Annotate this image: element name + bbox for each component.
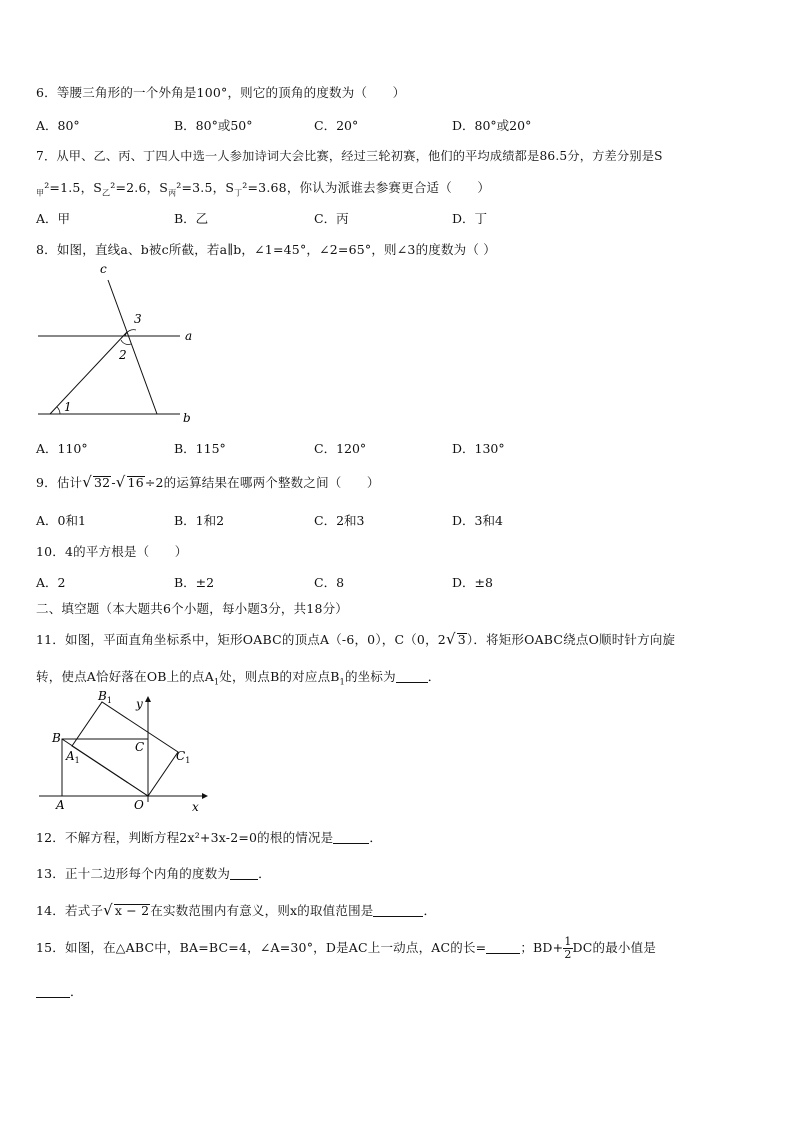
q7-sub-jia: 甲 [36,188,45,198]
label-y: y [136,697,143,711]
q7-option-c: C．丙 [314,211,349,226]
q15-end: ． [70,984,83,999]
q14-post: 在实数范围内有意义，则x的取值范围是 [150,903,374,918]
q13-pre: 13．正十二边形每个内角的度数为 [36,866,231,881]
q6-option-a: A．80° [36,118,80,133]
q14-radicand: x − 2 [114,903,150,918]
q7-sub-yi: 乙 [102,188,111,198]
question-7-line2 [36,178,490,199]
q7-text-f: ²=3.5，S [176,180,235,195]
fraction-denominator: 2 [564,948,572,961]
q11-sub-b1: 1 [339,677,345,687]
q12-pre: 12．不解方程，判断方程2x²+3x-2=0的根的情况是 [36,830,334,845]
q11-line2-mid: 处，则点B的对应点B [219,669,340,684]
answer-blank[interactable] [230,867,258,880]
question-6-stem: 6．等腰三角形的一个外角是100°，则它的顶角的度数为（ ） [36,85,406,100]
q11-sub-a1: 1 [214,677,220,687]
answer-blank[interactable] [396,670,428,683]
y-axis-arrow-icon [145,696,151,702]
sqrt-icon: √ [445,630,456,648]
x-axis-arrow-icon [202,793,208,799]
question-13-stem [36,864,271,882]
label-c: C [135,740,145,754]
q10-option-a: A．2 [36,575,66,590]
q9-radicand-2: 16 [127,475,144,490]
q10-option-b: B．±2 [174,575,215,590]
q8-option-d: D．130° [452,441,505,456]
q6-option-b: B．80°或50° [174,118,253,133]
answer-blank[interactable] [373,904,423,917]
q11-line2-end: ． [427,669,441,684]
q7-option-b: B．乙 [174,211,209,226]
label-a1: $A_1$ [66,749,80,765]
question-14-stem [36,901,436,919]
q10-option-d: D．±8 [452,575,493,590]
q7-sub-bing: 丙 [168,188,177,198]
q12-post: ． [369,830,383,845]
fraction-numerator: 1 [564,935,572,948]
question-10-stem: 10．4的平方根是（ ） [36,544,188,559]
q11-line2-pre: 转，使点A恰好落在OB上的点A [36,669,214,684]
label-3: 3 [134,312,142,326]
sqrt-icon: √ [82,473,93,491]
q10-option-c: C．8 [314,575,345,590]
q6-option-d: D．80°或20° [452,118,532,133]
answer-blank[interactable] [333,831,369,844]
sqrt-icon: √ [103,901,113,919]
q7-text-d: ²=2.6，S [110,180,169,195]
q9-option-c: C．2和3 [314,513,365,528]
q11-radicand: 3 [457,632,466,647]
label-x: x [192,800,199,814]
q9-post: ÷2的运算结果在哪两个整数之间（ ） [144,475,380,490]
label-a: A [56,798,65,812]
fraction-one-half [563,936,572,961]
question-7-line1: 7．从甲、乙、丙、丁四人中选一人参加诗词大会比赛，经过三轮初赛，他们的平均成绩都是86.5分，方差分别是S [36,149,663,163]
line-c [108,280,157,414]
sqrt-icon: √ [115,473,126,491]
q8-option-a: A．110° [36,441,88,456]
q14-pre: 14．若式子 [36,903,104,918]
q8-option-b: B．115° [174,441,226,456]
question-15-stem [36,935,656,961]
label-b: b [183,411,191,425]
coordinate-rotation-figure [34,684,214,814]
angle-2-arc [121,340,131,345]
transversal-segment [50,332,127,414]
q6-option-c: C．20° [314,118,359,133]
q7-sub-ding: 丁 [234,188,243,198]
answer-blank[interactable] [36,985,70,998]
q11-line1-post: ）．将矩形OABC绕点O顺时针方向旋 [466,632,676,647]
question-11-line1 [36,630,675,648]
q15-pre: 15．如图，在△ABC中，BA=BC=4，∠A=30°，D是AC上一动点，AC的长= [36,940,487,955]
q11-line1-pre: 11．如图，平面直角坐标系中，矩形OABC的顶点A（-6，0），C（0，2 [36,632,446,647]
q7-option-d: D．丁 [452,211,488,226]
q7-text-b: ²=1.5，S [44,180,103,195]
q9-option-a: A．0和1 [36,513,86,528]
rotated-rectangle [72,702,178,796]
q7-option-a: A．甲 [36,211,71,226]
q15-mid: ；BD+ [520,940,564,955]
label-2: 2 [119,348,127,362]
label-a: a [185,329,193,343]
q7-text-h: ²=3.68，你认为派谁去参赛更合适（ ） [242,180,491,195]
q11-line2-post: 的坐标为 [344,669,396,684]
q14-end: ． [423,903,437,918]
q9-pre: 9．估计 [36,475,83,490]
q15-post: DC的最小值是 [572,940,657,955]
label-b: B [52,731,61,745]
answer-blank[interactable] [486,941,520,954]
question-12-stem [36,828,382,846]
label-b1: $B_1$ [98,689,112,705]
q9-minus: - [111,475,116,490]
question-8-stem: 8．如图，直线a、b被c所截，若a∥b，∠1=45°，∠2=65°，则∠3的度数为（ ） [36,242,496,257]
q13-post: ． [258,866,271,881]
question-9-stem [36,473,380,491]
angle-1-arc [57,407,60,414]
q9-option-b: B．1和2 [174,513,225,528]
q8-option-c: C．120° [314,441,367,456]
section-2-heading: 二、填空题（本大题共6个小题，每小题3分，共18分） [36,601,349,616]
label-c: c [100,262,107,276]
question-15-line2 [36,982,83,1000]
q9-radicand-1: 32 [94,475,111,490]
q9-option-d: D．3和4 [452,513,503,528]
label-o: O [134,798,144,812]
label-1: 1 [64,400,72,414]
parallel-lines-figure [30,260,210,430]
label-c1: $C_1$ [176,749,191,765]
